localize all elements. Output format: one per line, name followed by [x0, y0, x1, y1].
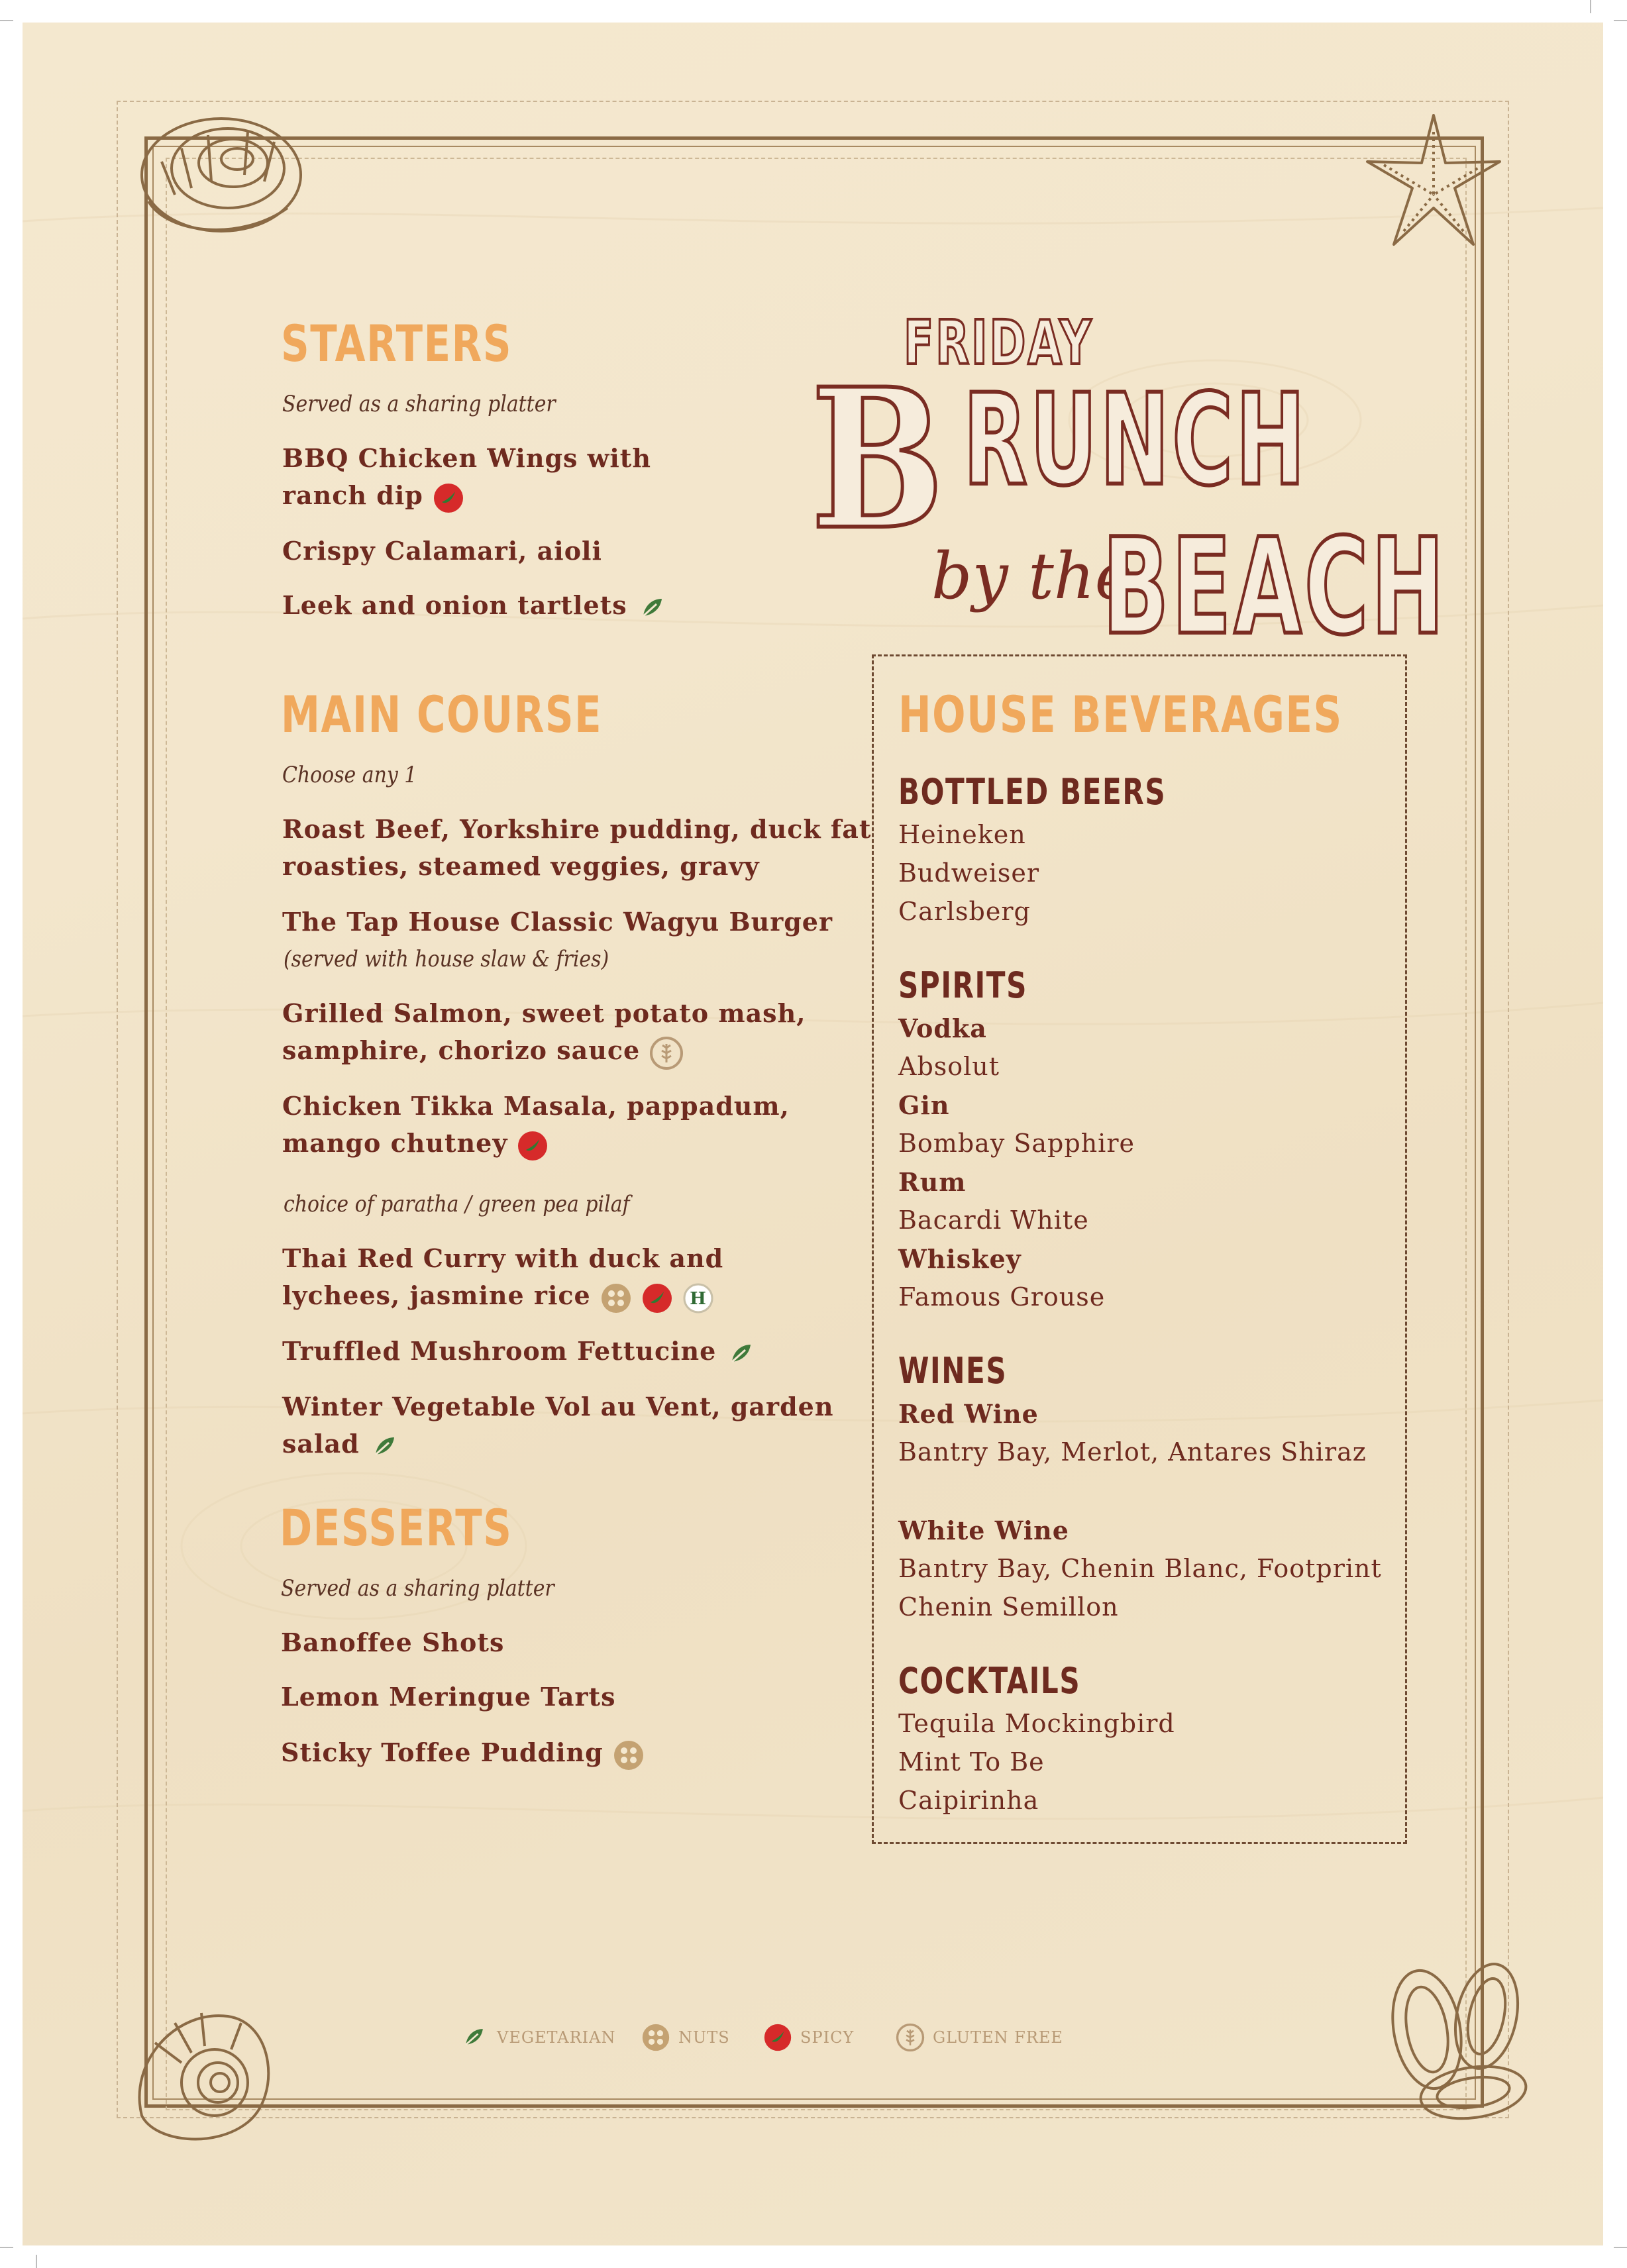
- gluten-free-icon: [896, 2023, 925, 2052]
- crop-mark: [36, 2255, 37, 2268]
- logo-friday: FRIDAY: [904, 307, 1094, 378]
- vegetarian-icon: [369, 1431, 401, 1463]
- halal-icon: [682, 1282, 714, 1314]
- legend-gluten-free: GLUTEN FREE: [896, 2023, 1063, 2052]
- menu-item: Lemon Meringue Tarts: [281, 1682, 616, 1712]
- menu-item: Winter Vegetable Vol au Vent, garden salad: [282, 1388, 833, 1463]
- menu-item: Roast Beef, Yorkshire pudding, duck fat roasties, steamed veggies, gravy: [282, 814, 872, 881]
- conch-shell-icon: [115, 1983, 288, 2155]
- spirit-brand: Bombay Sapphire: [898, 1129, 1135, 1158]
- crop-mark: [1590, 0, 1591, 13]
- clam-shells-icon: [1381, 1957, 1540, 2129]
- svg-text:H: H: [689, 1288, 707, 1309]
- logo-beach: BEACH: [1102, 510, 1447, 664]
- legend-spicy: SPICY: [763, 2023, 854, 2052]
- menu-item: Crispy Calamari, aioli: [282, 536, 602, 566]
- spirits-title: SPIRITS: [898, 964, 1027, 1006]
- wine-value: Bantry Bay, Chenin Blanc, Footprint: [898, 1554, 1382, 1583]
- cocktails-title: COCKTAILS: [898, 1660, 1081, 1702]
- spirit-brand: Famous Grouse: [898, 1282, 1106, 1312]
- menu-item: The Tap House Classic Wagyu Burger: [282, 907, 833, 937]
- wines-title: WINES: [898, 1350, 1008, 1392]
- menu-page: [23, 23, 1603, 2245]
- house-beverages-title: HOUSE BEVERAGES: [898, 685, 1343, 744]
- vegetarian-icon: [637, 592, 668, 624]
- main-course-note: Choose any 1: [282, 762, 417, 788]
- seashell-icon: [115, 102, 314, 248]
- spirit-name: Gin: [898, 1090, 950, 1120]
- starfish-icon: [1354, 102, 1513, 261]
- nuts-icon: [641, 2023, 670, 2052]
- wine-name: Red Wine: [898, 1399, 1039, 1429]
- desserts-note: Served as a sharing platter: [281, 1575, 554, 1602]
- cocktail-item: Tequila Mockingbird: [898, 1709, 1175, 1738]
- beer-item: Carlsberg: [898, 897, 1031, 926]
- spirit-name: Whiskey: [898, 1244, 1022, 1274]
- crop-mark: [1614, 2247, 1627, 2248]
- menu-item: Sticky Toffee Pudding: [281, 1734, 645, 1771]
- vegetarian-icon: [460, 2023, 489, 2052]
- crop-mark: [1614, 20, 1627, 21]
- spirit-brand: Absolut: [898, 1052, 1000, 1081]
- vegetarian-icon: [725, 1338, 757, 1370]
- menu-item-note: choice of paratha / green pea pilaf: [284, 1191, 630, 1217]
- menu-item: Grilled Salmon, sweet potato mash, samphire, chorizo sauce: [282, 995, 806, 1070]
- logo-b-letter: B: [811, 347, 945, 572]
- nuts-icon: [613, 1739, 645, 1771]
- legend-nuts: NUTS: [641, 2023, 730, 2052]
- crop-mark: [0, 20, 13, 21]
- logo-by-the: by the: [931, 539, 1133, 613]
- starters-title: STARTERS: [281, 314, 513, 373]
- spicy-icon: [433, 482, 464, 514]
- logo-brunch: RUNCH: [963, 367, 1308, 513]
- beer-item: Heineken: [898, 820, 1026, 849]
- menu-item: Truffled Mushroom Fettucine: [282, 1333, 757, 1370]
- wine-value: Chenin Semillon: [898, 1592, 1119, 1622]
- spicy-icon: [641, 1282, 673, 1314]
- cocktail-item: Mint To Be: [898, 1747, 1045, 1777]
- cocktail-item: Caipirinha: [898, 1786, 1039, 1815]
- legend-vegetarian: VEGETARIAN: [460, 2023, 615, 2052]
- spirit-name: Vodka: [898, 1013, 987, 1043]
- spirit-name: Rum: [898, 1167, 967, 1197]
- menu-item: Banoffee Shots: [281, 1627, 505, 1657]
- starters-note: Served as a sharing platter: [282, 391, 556, 417]
- menu-item: Chicken Tikka Masala, pappadum, mango chutney: [282, 1088, 790, 1162]
- main-course-title: MAIN COURSE: [281, 685, 603, 744]
- crop-mark: [0, 2247, 13, 2248]
- menu-item-note: (served with house slaw & fries): [284, 946, 609, 972]
- menu-item: Leek and onion tartlets: [282, 587, 668, 624]
- wine-name: White Wine: [898, 1516, 1069, 1545]
- nuts-icon: [600, 1282, 632, 1314]
- desserts-title: DESSERTS: [280, 1498, 513, 1557]
- spirit-brand: Bacardi White: [898, 1206, 1089, 1235]
- spicy-icon: [517, 1130, 549, 1162]
- menu-item: Thai Red Curry with duck and lychees, jasmine rice H: [282, 1240, 723, 1314]
- spicy-icon: [763, 2023, 792, 2052]
- menu-item: BBQ Chicken Wings with ranch dip: [282, 440, 651, 514]
- wine-value: Bantry Bay, Merlot, Antares Shiraz: [898, 1437, 1367, 1467]
- beer-item: Budweiser: [898, 858, 1040, 888]
- bottled-beers-title: BOTTLED BEERS: [898, 771, 1167, 813]
- gluten-free-icon: [649, 1036, 684, 1070]
